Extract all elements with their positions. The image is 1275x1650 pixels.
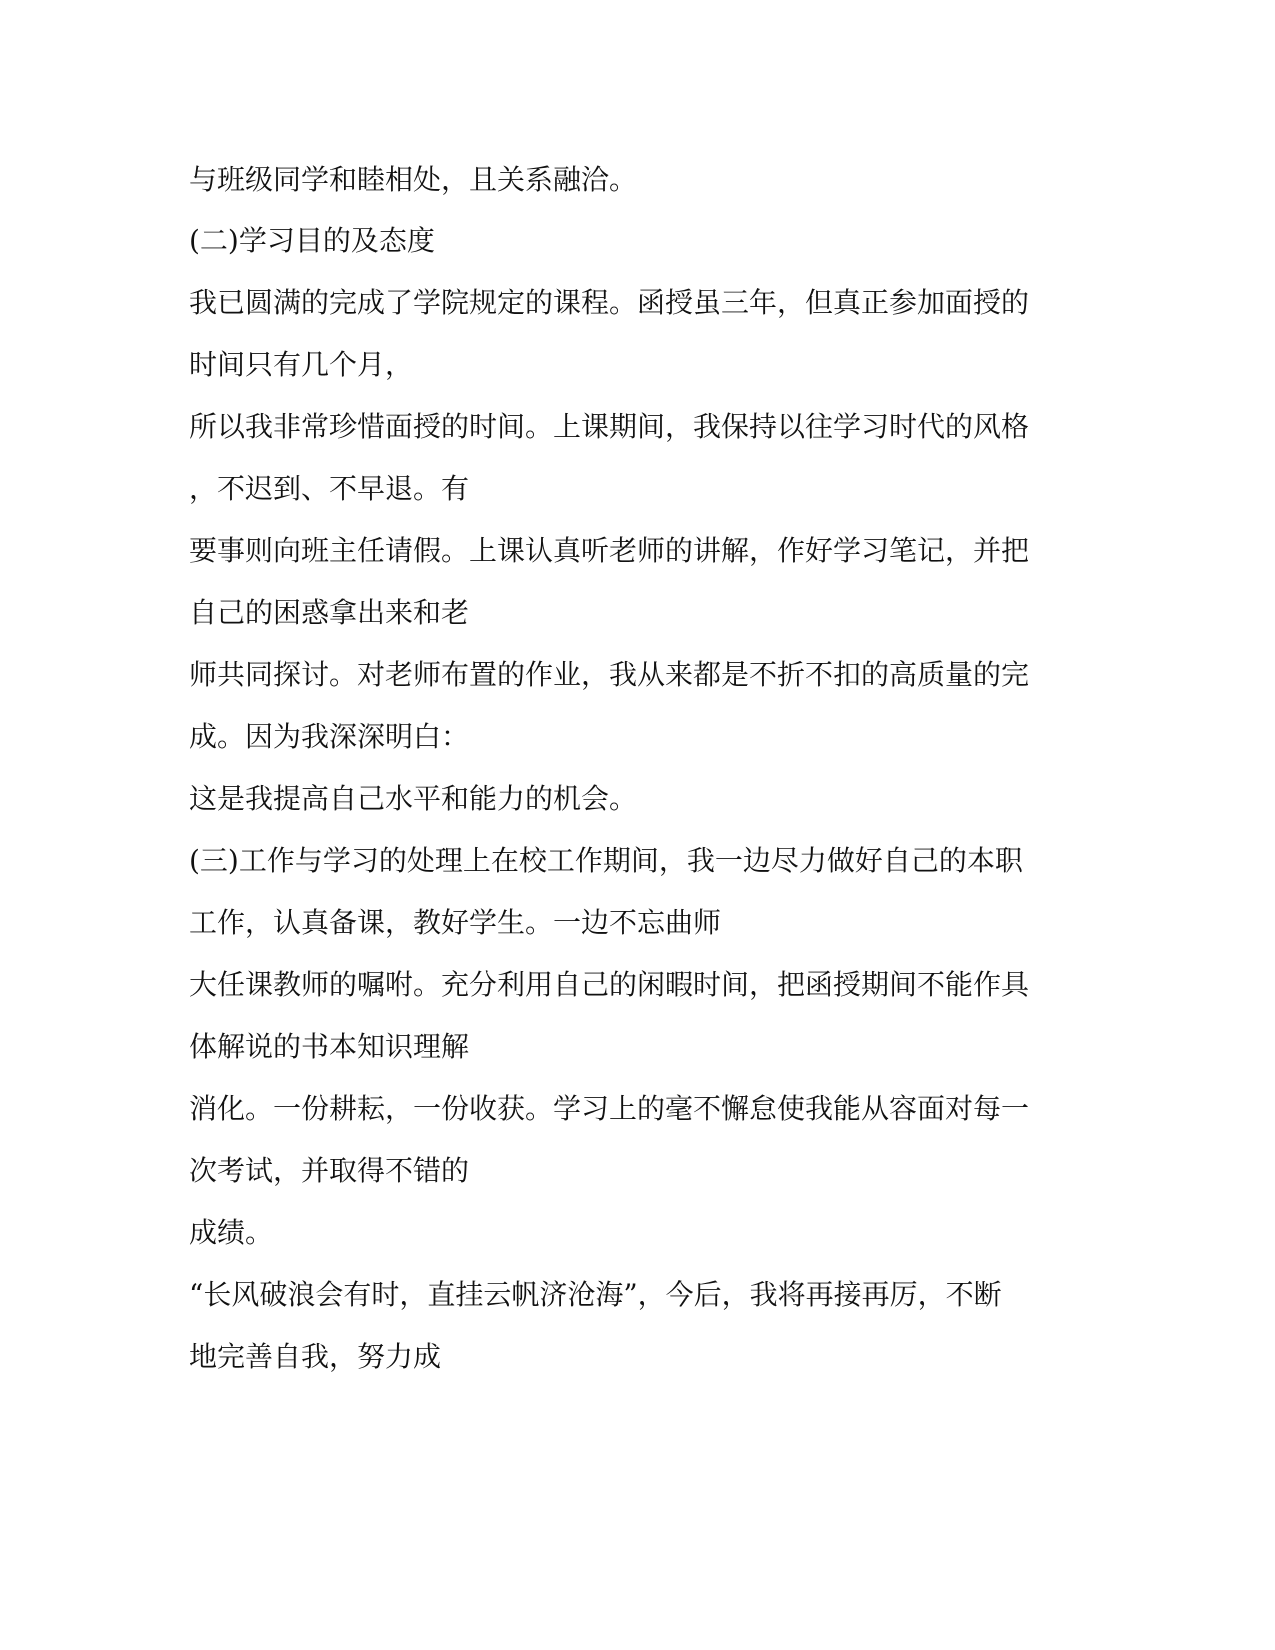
text-line-7: 要事则向班主任请假。上课认真听老师的讲解，作好学习笔记，并把: [189, 534, 1030, 567]
text-line-4: 时间只有几个月，: [189, 348, 414, 381]
text-line-6: ，不迟到、不早退。有: [189, 472, 470, 505]
text-line-9: 师共同探讨。对老师布置的作业，我从来都是不折不扣的高质量的完: [189, 658, 1030, 691]
text-line-19: “长风破浪会有时，直挂云帆济沧海”，今后，我将再接再厉，不断: [189, 1278, 1002, 1311]
text-line-20: 地完善自我，努力成: [189, 1340, 442, 1373]
text-line-15: 体解说的书本知识理解: [189, 1030, 470, 1063]
text-line-3: 我已圆满的完成了学院规定的课程。函授虽三年，但真正参加面授的: [189, 286, 1030, 319]
section-heading-3: (三)工作与学习的处理上在校工作期间，我一边尽力做好自己的本职: [189, 844, 1023, 877]
section-heading-2: (二)学习目的及态度: [189, 224, 435, 257]
text-line-18: 成绩。: [189, 1216, 274, 1249]
text-line-1: 与班级同学和睦相处，且关系融洽。: [189, 163, 638, 196]
text-line-8: 自己的困惑拿出来和老: [189, 596, 470, 629]
text-line-17: 次考试，并取得不错的: [189, 1154, 470, 1187]
text-line-10: 成。因为我深深明白：: [189, 720, 470, 753]
text-line-11: 这是我提高自己水平和能力的机会。: [189, 782, 638, 815]
text-line-16: 消化。一份耕耘，一份收获。学习上的毫不懈怠使我能从容面对每一: [189, 1092, 1030, 1125]
text-line-14: 大任课教师的嘱咐。充分利用自己的闲暇时间，把函授期间不能作具: [189, 968, 1030, 1001]
text-line-13: 工作，认真备课，教好学生。一边不忘曲师: [189, 906, 722, 939]
text-line-5: 所以我非常珍惜面授的时间。上课期间，我保持以往学习时代的风格: [189, 410, 1030, 443]
